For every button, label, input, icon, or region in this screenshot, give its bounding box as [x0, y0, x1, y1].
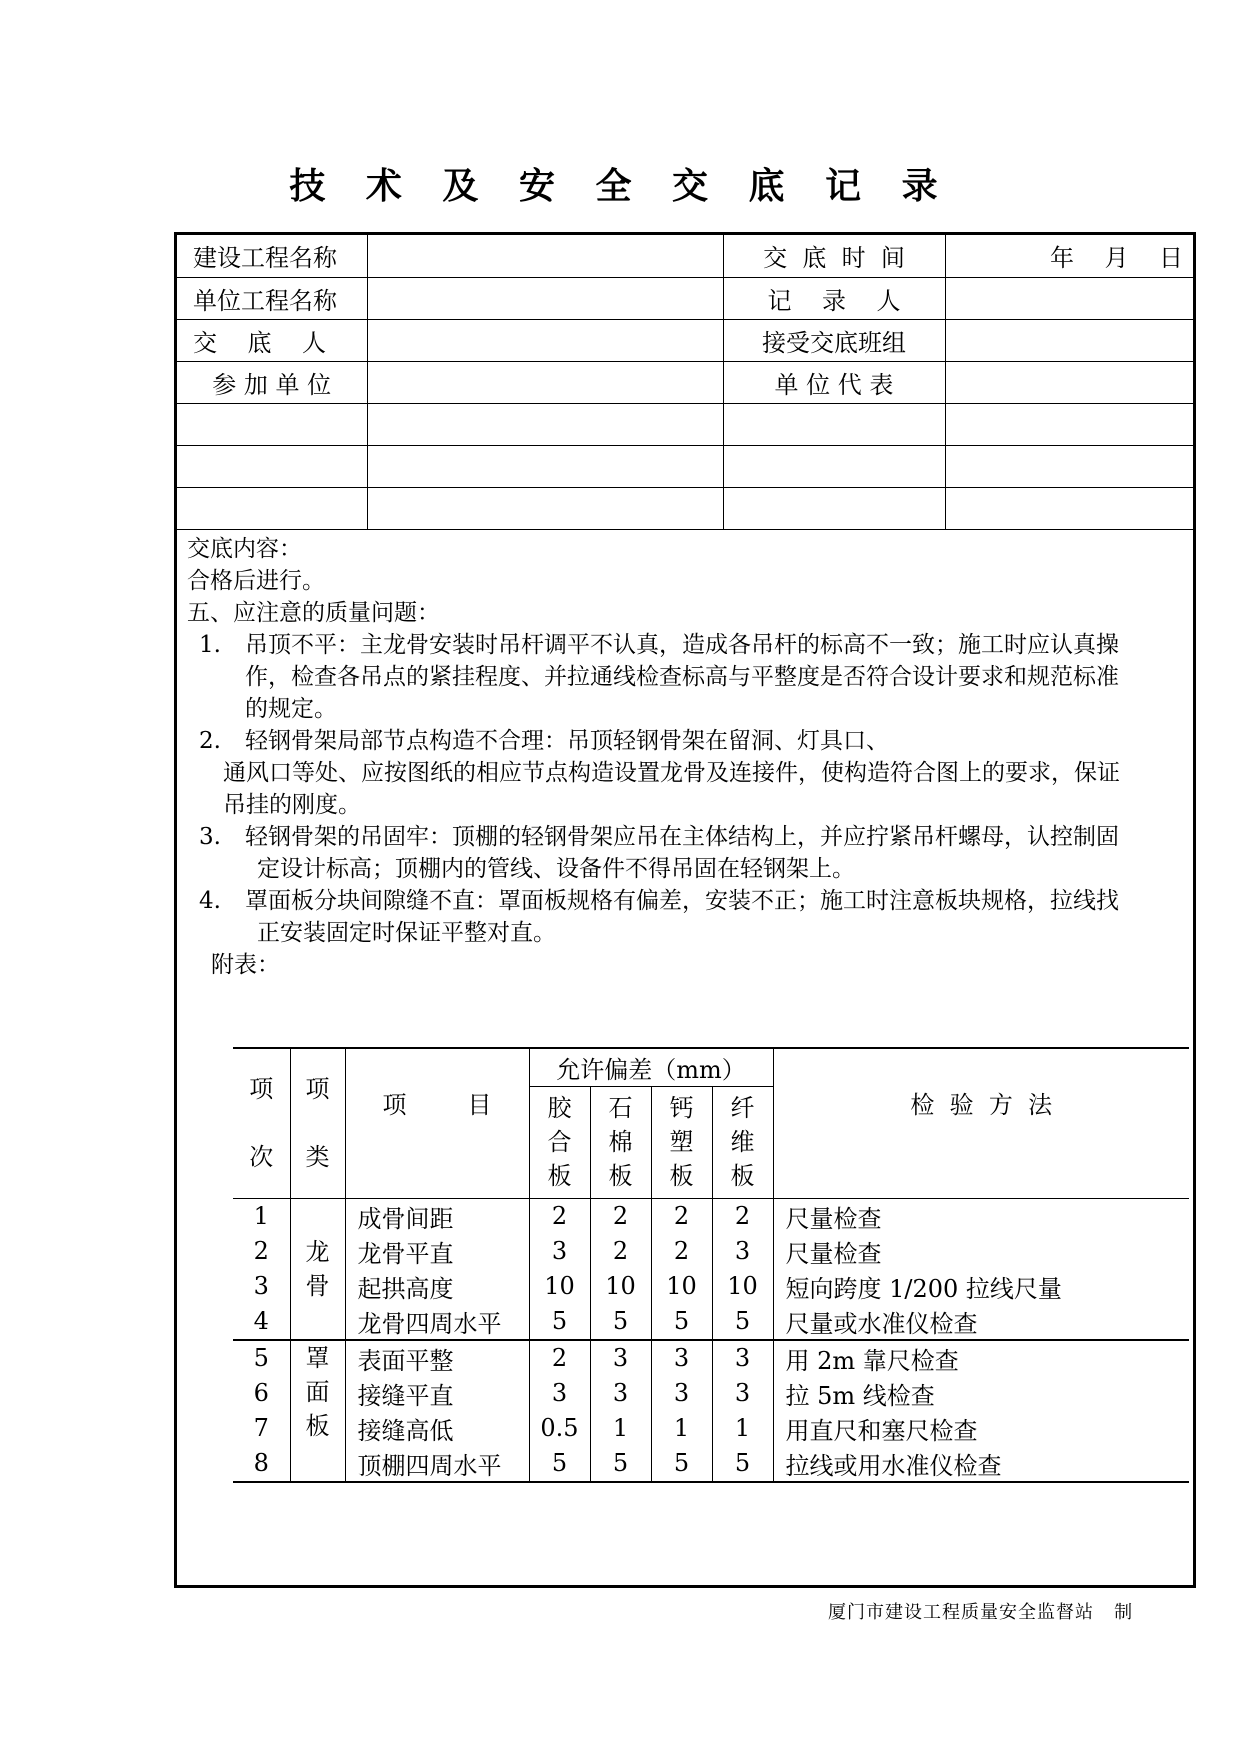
blank-row [177, 403, 1193, 445]
item-line: 通风口等处、应按图纸的相应节点构造设置龙骨及连接件，使构造符合图上的要求，保证 [223, 760, 1120, 786]
date-field[interactable]: 年 月 日 [945, 235, 1193, 277]
discloser-label: 交 底 人 [177, 319, 367, 361]
header-method: 检 验 方 法 [773, 1048, 1189, 1198]
row-method: 拉 5m 线检查 [773, 1376, 1189, 1411]
project-name-field[interactable] [367, 235, 723, 277]
content-heading: 交底内容： [187, 536, 302, 562]
item-number: 3. [199, 824, 221, 850]
header-text: 类 [305, 1143, 330, 1172]
row-value: 3 [651, 1340, 712, 1376]
row-value: 3 [712, 1234, 773, 1269]
header-text: 合 [547, 1128, 572, 1156]
item-number: 1. [199, 632, 221, 658]
tolerance-table [233, 1047, 1189, 1483]
type-text: 龙 [305, 1237, 330, 1266]
blank-cell[interactable] [723, 403, 945, 445]
header-text: 板 [669, 1162, 694, 1190]
blank-row [177, 487, 1193, 529]
header-text: 板 [608, 1162, 633, 1190]
row-item: 起拱高度 [345, 1269, 529, 1304]
page-title: 技 术 及 安 全 交 底 记 录 [289, 166, 952, 207]
row-item: 顶棚四周水平 [345, 1446, 529, 1482]
type-text: 板 [305, 1411, 330, 1440]
participating-units-label: 参 加 单 位 [177, 361, 367, 403]
header-item: 项 目 [345, 1048, 529, 1198]
table-row [233, 1376, 1189, 1411]
row-value: 3 [529, 1234, 590, 1269]
item-number: 2. [199, 728, 221, 754]
header-text: 板 [547, 1162, 572, 1190]
item-line: 的规定。 [245, 696, 337, 722]
row-value: 2 [651, 1234, 712, 1269]
row-item: 接缝高低 [345, 1411, 529, 1446]
header-fiber-board [712, 1086, 773, 1198]
item-line: 轻钢骨架的吊固牢：顶棚的轻钢骨架应吊在主体结构上，并应拧紧吊杆螺母，认控制固 [245, 824, 1119, 850]
row-index: 7 [253, 1414, 269, 1442]
row-value: 5 [651, 1446, 712, 1482]
row-value: 0.5 [529, 1411, 590, 1446]
unit-rep-label: 单 位 代 表 [723, 361, 945, 403]
header-plywood [529, 1086, 590, 1198]
header-type [290, 1048, 345, 1198]
row-value: 2 [590, 1198, 651, 1234]
row-item: 龙骨四周水平 [345, 1304, 529, 1340]
row-value: 2 [651, 1198, 712, 1234]
header-tolerance: 允许偏差（mm） [529, 1048, 773, 1086]
row-value: 10 [529, 1269, 590, 1304]
header-text: 钙 [669, 1094, 694, 1122]
blank-cell[interactable] [367, 445, 723, 487]
list-item [199, 629, 1187, 725]
blank-cell[interactable] [177, 445, 367, 487]
row-value: 5 [712, 1446, 773, 1482]
row-value: 2 [529, 1340, 590, 1376]
header-text: 纤 [730, 1094, 755, 1122]
unit-project-field[interactable] [367, 277, 723, 319]
table-row [233, 1411, 1189, 1446]
row-index: 2 [253, 1237, 269, 1265]
item-line: 轻钢骨架局部节点构造不合理：吊顶轻钢骨架在留洞、灯具口、 [245, 728, 889, 754]
table-row [233, 1446, 1189, 1482]
header-text: 项 [305, 1075, 330, 1104]
row-index: 5 [253, 1344, 269, 1372]
header-text: 胶 [547, 1094, 572, 1122]
receiving-team-field[interactable] [945, 319, 1193, 361]
item-line: 罩面板分块间隙缝不直：罩面板规格有偏差，安装不正；施工时注意板块规格，拉线找 [245, 888, 1119, 914]
row-value: 3 [712, 1340, 773, 1376]
section-heading: 五、应注意的质量问题： [187, 600, 440, 626]
row-value: 3 [590, 1340, 651, 1376]
row-value: 3 [529, 1376, 590, 1411]
row-index: 8 [233, 1446, 290, 1482]
type-text: 面 [305, 1377, 330, 1406]
row-value: 2 [590, 1234, 651, 1269]
row-item: 龙骨平直 [345, 1234, 529, 1269]
record-form [174, 232, 1196, 1588]
table-row [233, 1269, 1189, 1304]
header-text: 塑 [669, 1128, 694, 1156]
type-text: 罩 [305, 1343, 330, 1372]
row-index: 6 [253, 1379, 269, 1407]
row-method: 尺量检查 [773, 1234, 1189, 1269]
blank-cell[interactable] [367, 403, 723, 445]
row-value: 3 [712, 1376, 773, 1411]
row-value: 1 [651, 1411, 712, 1446]
header-text: 板 [730, 1162, 755, 1190]
list-item [199, 885, 1187, 949]
row-value: 10 [651, 1269, 712, 1304]
recorder-field[interactable] [945, 277, 1193, 319]
unit-project-label: 单位工程名称 [177, 277, 367, 319]
blank-cell[interactable] [945, 445, 1193, 487]
table-row [233, 1234, 1189, 1269]
header-table [177, 235, 1193, 530]
content-line: 合格后进行。 [187, 568, 325, 594]
type-keel [290, 1198, 345, 1340]
header-text: 次 [249, 1143, 274, 1172]
row-value: 5 [712, 1304, 773, 1340]
header-asbestos-board [590, 1086, 651, 1198]
row-value: 2 [529, 1198, 590, 1234]
blank-cell[interactable] [723, 487, 945, 529]
disclosure-time-label: 交 底 时 间 [723, 235, 945, 277]
unit-rep-field[interactable] [945, 361, 1193, 403]
row-index: 3 [253, 1272, 269, 1300]
row-value: 10 [712, 1269, 773, 1304]
issuer-footer: 厦门市建设工程质量安全监督站 制 [828, 1602, 1134, 1623]
row-value: 10 [590, 1269, 651, 1304]
receiving-team-label: 接受交底班组 [723, 319, 945, 361]
header-text: 项 [249, 1075, 274, 1104]
row-value: 5 [529, 1446, 590, 1482]
row-method: 短向跨度 1/200 拉线尺量 [773, 1269, 1189, 1304]
blank-row [177, 445, 1193, 487]
item-line: 定设计标高；顶棚内的管线、设备件不得吊固在轻钢架上。 [257, 856, 855, 882]
row-method: 尺量或水准仪检查 [773, 1304, 1189, 1340]
header-text: 石 [608, 1094, 633, 1122]
list-item [199, 821, 1187, 885]
header-index [233, 1048, 290, 1198]
row-value: 3 [651, 1376, 712, 1411]
blank-cell[interactable] [177, 487, 367, 529]
item-line: 作，检查各吊点的紧挂程度、并拉通线检查标高与平整度是否符合设计要求和规范标准 [245, 664, 1119, 690]
row-method: 用直尺和塞尺检查 [773, 1411, 1189, 1446]
table-row [233, 1198, 1189, 1234]
recorder-label: 记 录 人 [723, 277, 945, 319]
project-name-label: 建设工程名称 [177, 235, 367, 277]
row-value: 2 [712, 1198, 773, 1234]
blank-cell[interactable] [723, 445, 945, 487]
type-cover-panel [290, 1340, 345, 1482]
row-item: 成骨间距 [345, 1198, 529, 1234]
discloser-field[interactable] [367, 319, 723, 361]
participating-units-field[interactable] [367, 361, 723, 403]
row-value: 3 [590, 1376, 651, 1411]
row-value: 5 [590, 1446, 651, 1482]
row-item: 接缝平直 [345, 1376, 529, 1411]
blank-cell[interactable] [945, 487, 1193, 529]
disclosure-content [187, 533, 1187, 981]
item-line: 吊挂的刚度。 [223, 792, 361, 818]
header-text: 棉 [608, 1128, 633, 1156]
row-item: 表面平整 [345, 1340, 529, 1376]
row-method: 尺量检查 [773, 1198, 1189, 1234]
row-method: 拉线或用水准仪检查 [773, 1446, 1189, 1482]
header-text: 维 [730, 1128, 755, 1156]
appendix-label: 附表： [211, 952, 280, 978]
row-value: 5 [529, 1304, 590, 1340]
item-line: 正安装固定时保证平整对直。 [257, 920, 556, 946]
row-value: 5 [590, 1304, 651, 1340]
blank-cell[interactable] [367, 487, 723, 529]
item-line: 吊顶不平：主龙骨安装时吊杆调平不认真，造成各吊杆的标高不一致；施工时应认真操 [245, 632, 1119, 658]
table-row [233, 1304, 1189, 1340]
table-row [233, 1340, 1189, 1376]
row-index: 1 [253, 1202, 269, 1230]
row-value: 5 [651, 1304, 712, 1340]
header-calcium-plastic-board [651, 1086, 712, 1198]
blank-cell[interactable] [945, 403, 1193, 445]
row-value: 1 [590, 1411, 651, 1446]
blank-cell[interactable] [177, 403, 367, 445]
item-number: 4. [199, 888, 221, 914]
list-item [199, 725, 1187, 821]
type-text: 骨 [305, 1271, 330, 1300]
row-index: 4 [233, 1304, 290, 1340]
row-value: 1 [712, 1411, 773, 1446]
row-method: 用 2m 靠尺检查 [773, 1340, 1189, 1376]
